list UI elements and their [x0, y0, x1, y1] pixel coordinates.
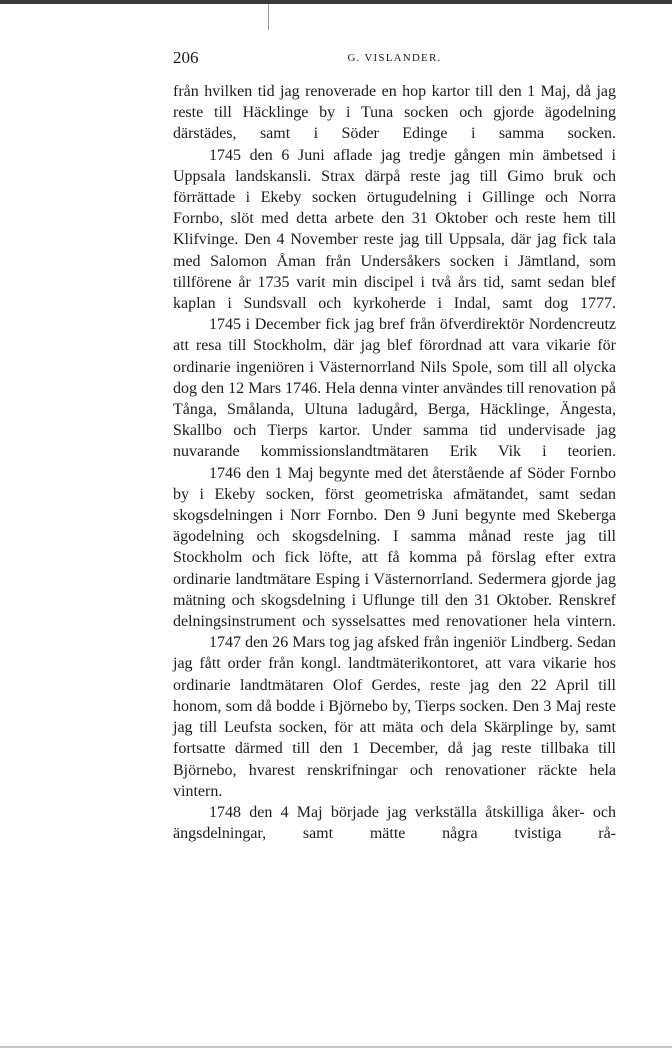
paragraph-1745-december: 1745 i December fick jag bref från öfverdirektör Nordencreutz att resa till Stockholm, där jag blef förordnad att vara vikarie för ordinarie ingeniören i Västernorrland Nils Spole, som till all olycka dog den 12 Mars 1746. Hela denna vinter användes till renovation på Tånga, Smålanda, Ultuna ladugård, Berga, Häcklinge, Ängesta, Skallbo och Tierps kartor. Under samma tid undervisade jag nuvarande kommissionslandtmätaren Erik Vik i teorien. — [173, 316, 616, 461]
paragraph-1745-june: 1745 den 6 Juni aflade jag tredje gången min ämbetsed i Uppsala landskansli. Strax därpå reste jag till Gimo bruk och förrättade i Ekeby socken örtugudelning i Gillinge och Norra Fornbo, slöt med detta arbete den 31 Oktober och reste hem till Klifvinge. Den 4 November reste jag till Uppsala, där jag fick tala med Salomon Åman från Undersåkers socken i Jämtland, som tillförene år 1735 varit min discipel i två års tid, samt sedan blef kaplan i Sundsvall och kyrkoherde i Indal, samt dog 1777. — [173, 146, 616, 313]
paragraph-1747-march: 1747 den 26 Mars tog jag afsked från ingeniör Lindberg. Sedan jag fått order från kongl. landtmäterikontoret, att vara vikarie hos ordinarie landtmätaren Olof Gerdes, reste jag den 22 April till honom, som då bodde i Björnebo by, Tierps socken. Den 3 Maj reste jag till Leufsta socken, för att mäta och dela Skärplinge by, samt fortsatte därmed till den 1 December, då jag reste tillbaka till Björnebo, hvarest renskrifningar och renovationer räckte hela vintern. — [173, 634, 616, 800]
paragraph-1746-may: 1746 den 1 Maj begynte med det återstående af Söder Fornbo by i Ekeby socken, först geometriska afmätandet, samt sedan skogsdelningen i Norr Fornbo. Den 9 Juni begynte med Skeberga ägodelning och skogsdelning. I samma månad reste jag till Stockholm och fick löfte, att få komma på förslag efter extra ordinarie landtmätare Esping i Västernorrland. Sedermera gjorde jag mätning och skogsdelning i Uflunge till den 31 Oktober. Renskref delningsinstrument och sysselsattes med renovationer hela vintern. — [173, 464, 616, 631]
running-head — [173, 48, 616, 72]
paragraph-1748-may: 1748 den 4 Maj började jag verkställa åtskilliga åker- och ängsdelningar, samt mätte några tvistiga rå- — [173, 803, 616, 843]
page-number: 206 — [173, 48, 199, 67]
bottom-edge-rule — [0, 1046, 672, 1048]
body-text — [173, 81, 616, 844]
paragraph-continuation: från hvilken tid jag renoverade en hop kartor till den 1 Maj, då jag reste till Häcklinge by i Tuna socken och gjorde ägodelning därstädes, samt i Söder Edinge i samma socken. — [173, 83, 616, 143]
running-title: G. VISLANDER. — [347, 52, 442, 64]
top-edge-rule — [0, 0, 672, 4]
gutter-mark — [268, 4, 269, 30]
